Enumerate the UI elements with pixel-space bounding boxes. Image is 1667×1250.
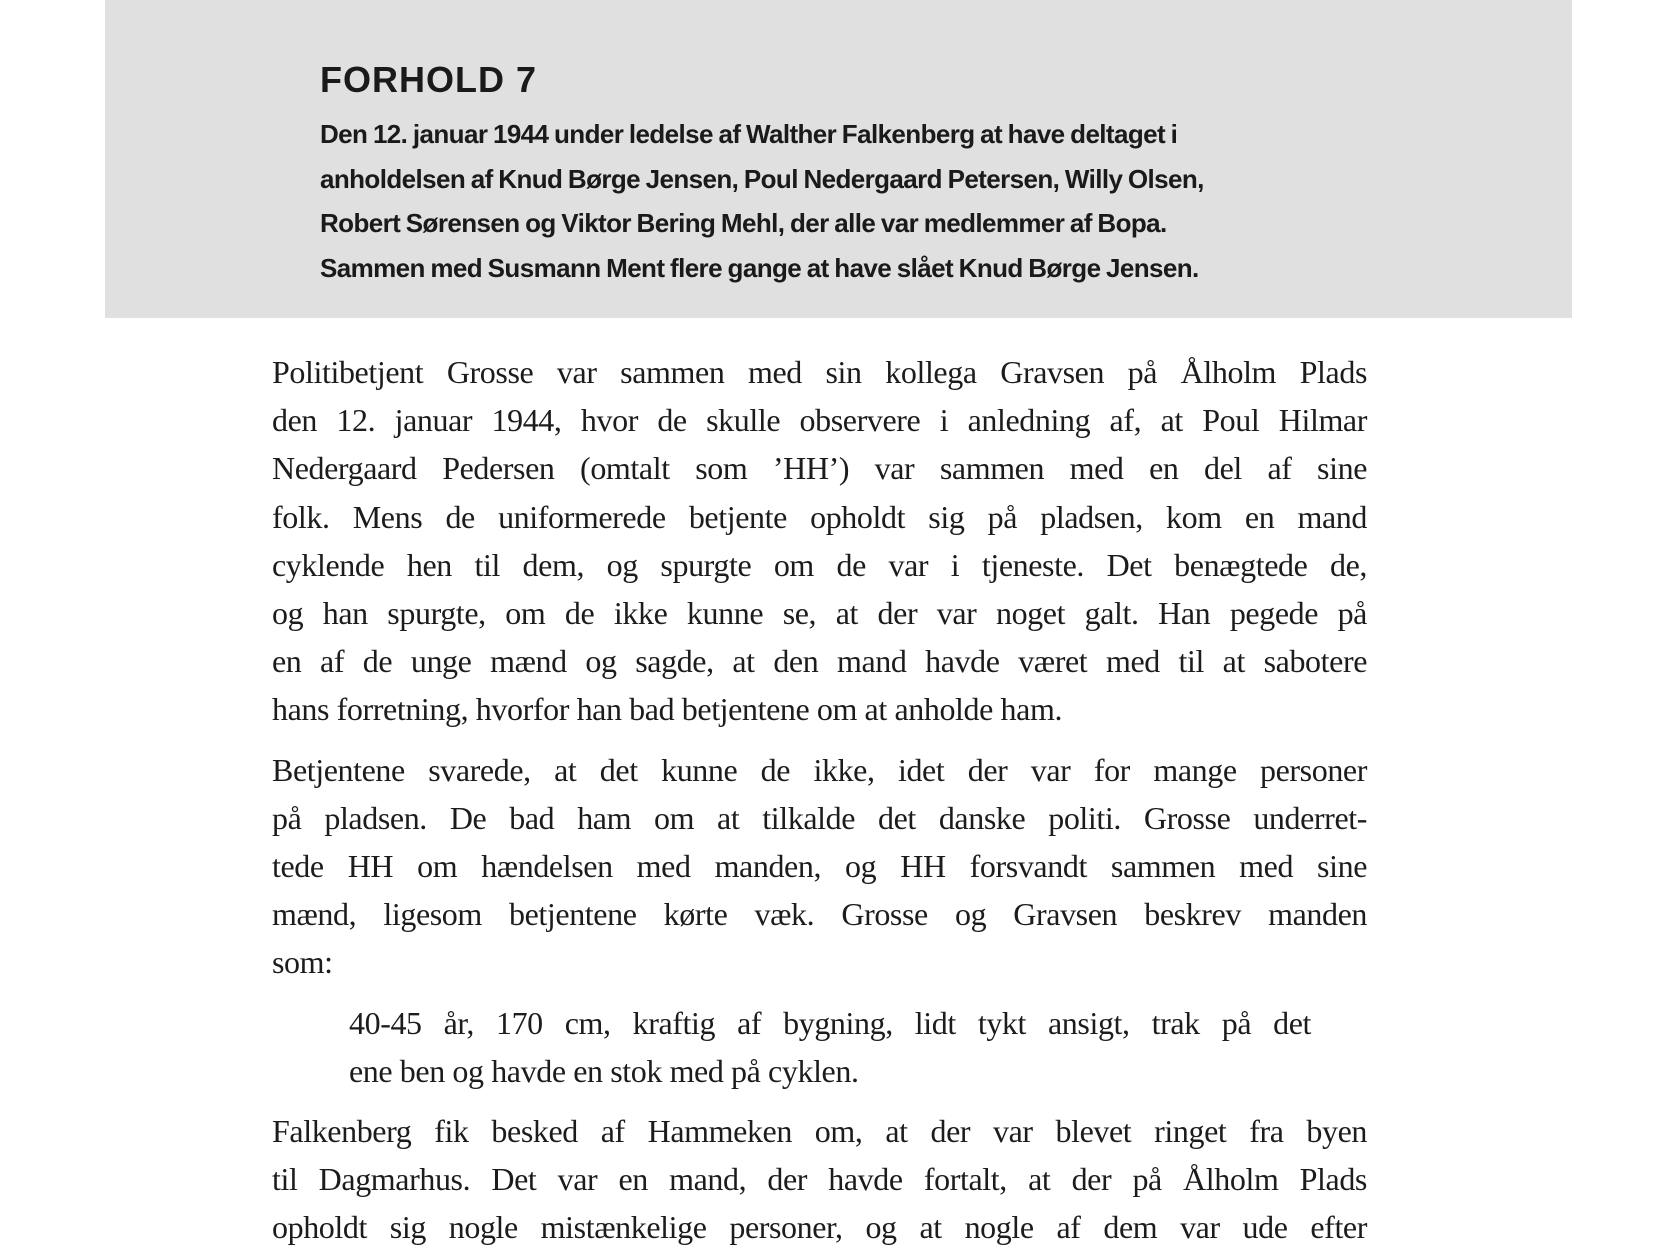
charge-box-content	[320, 58, 1320, 290]
paragraph-2	[272, 746, 1367, 987]
text-line: Falkenberg fik besked af Hammeken om, at der var blevet ringet fra byen	[272, 1113, 1367, 1150]
text-line: mænd, ligesom betjentene kørte væk. Grosse og Gravsen beskrev manden	[272, 896, 1367, 933]
text-line: og han spurgte, om de ikke kunne se, at der var noget galt. Han pegede på	[272, 595, 1367, 632]
summary-line: Den 12. januar 1944 under ledelse af Walther Falkenberg at have deltaget i	[320, 119, 1178, 149]
text-line: Politibetjent Grosse var sammen med sin kollega Gravsen på Ålholm Plads	[272, 354, 1367, 390]
summary-line: Sammen med Susmann Ment flere gange at have slået Knud Børge Jensen.	[320, 252, 1199, 283]
text-line: på pladsen. De bad ham om at tilkalde det danske politi. Grosse underret-	[272, 799, 1367, 836]
text-line: folk. Mens de uniformerede betjente opholdt sig på pladsen, kom en mand	[272, 498, 1367, 535]
quote-line: 40-45 år, 170 cm, kraftig af bygning, lidt tykt ansigt, trak på det	[349, 1004, 1311, 1041]
text-line: opholdt sig nogle mistænkelige personer, og at nogle af dem var ude efter	[272, 1209, 1367, 1246]
charge-heading: FORHOLD 7	[320, 59, 538, 100]
text-line: tede HH om hændelsen med manden, og HH forsvandt sammen med sine	[272, 848, 1367, 885]
text-line: cyklende hen til dem, og spurgte om de var i tjeneste. Det benægtede de,	[272, 546, 1367, 583]
text-line: hans forretning, hvorfor han bad betjentene om at anholde ham.	[272, 691, 1063, 728]
body-text	[272, 348, 1367, 1250]
block-quote	[349, 999, 1311, 1095]
summary-line: Robert Sørensen og Viktor Bering Mehl, der alle var medlemmer af Bopa.	[320, 208, 1167, 238]
paragraph-1	[272, 348, 1367, 734]
summary-line: anholdelsen af Knud Børge Jensen, Poul Nedergaard Petersen, Willy Olsen,	[320, 163, 1204, 194]
text-line: som:	[272, 944, 333, 981]
text-line: Nedergaard Pedersen (omtalt som ’HH’) var sammen med en del af sine	[272, 450, 1367, 487]
text-line: til Dagmarhus. Det var en mand, der havde fortalt, at der på Ålholm Plads	[272, 1161, 1367, 1198]
text-line: Betjentene svarede, at det kunne de ikke, idet der var for mange personer	[272, 751, 1367, 788]
paragraph-3	[272, 1107, 1367, 1250]
quote-line: ene ben og havde en stok med på cyklen.	[349, 1052, 859, 1089]
text-line: den 12. januar 1944, hvor de skulle observere i anledning af, at Poul Hilmar	[272, 402, 1367, 439]
charge-summary	[320, 112, 1320, 290]
text-line: en af de unge mænd og sagde, at den mand havde været med til at sabotere	[272, 643, 1367, 680]
